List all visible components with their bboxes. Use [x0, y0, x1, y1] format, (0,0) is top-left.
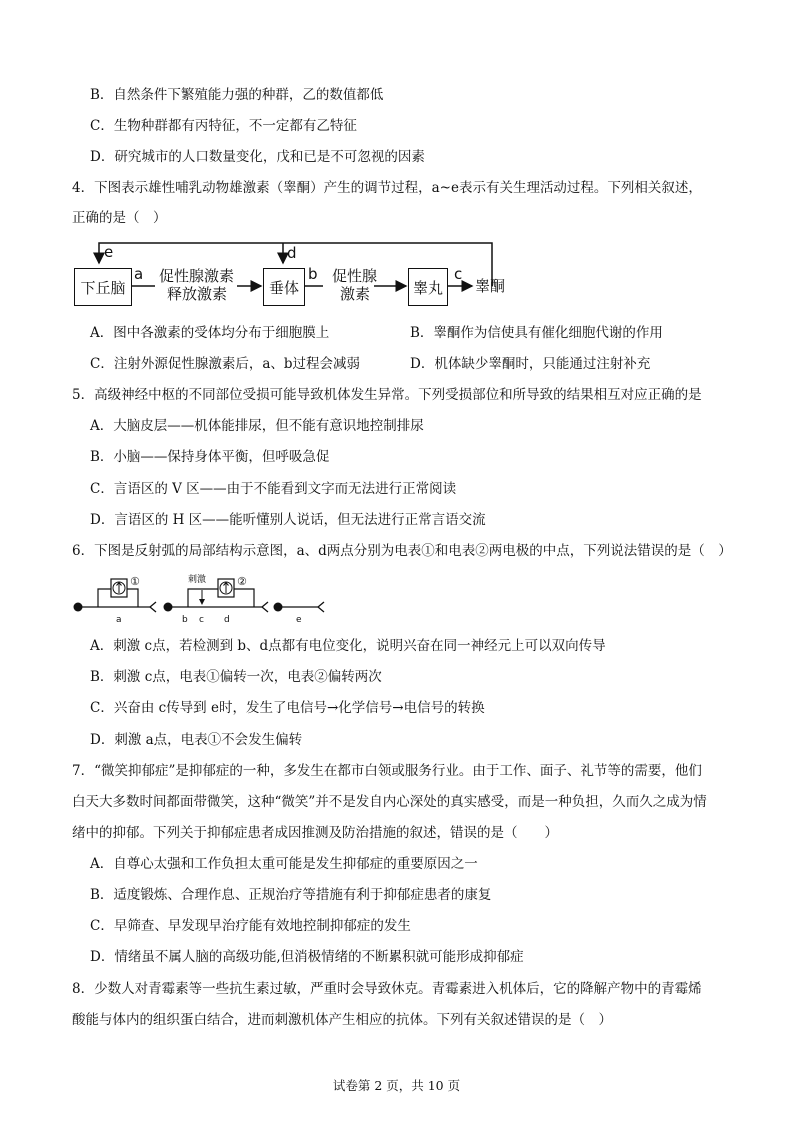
- q4-option-c: C．注射外源促性腺激素后，a、b过程会减弱: [90, 356, 361, 372]
- q7-option-c: C．早筛查、早发现早治疗能有效地控制抑郁症的发生: [90, 918, 411, 934]
- q5-option-b: B．小脑——保持身体平衡，但呼吸急促: [90, 449, 330, 465]
- q3-option-b: B．自然条件下繁殖能力强的种群，乙的数值都低: [90, 87, 384, 103]
- q3-option-c: C．生物种群都有丙特征，不一定都有乙特征: [90, 118, 357, 134]
- grh-label-1: 促性腺激素: [159, 267, 235, 285]
- testosterone-label: 睾酮: [475, 277, 506, 295]
- process-e-label: e: [104, 243, 114, 261]
- process-b-label: b: [308, 265, 318, 283]
- q6-option-c: C．兴奋由 c传导到 e时，发生了电信号→化学信号→电信号的转换: [90, 700, 485, 716]
- hypothalamus-label: 下丘脑: [80, 278, 126, 297]
- q7-option-b: B．适度锻炼、合理作息、正规治疗等措施有利于抑郁症患者的康复: [90, 887, 492, 903]
- q7-stem: 7．“微笑抑郁症”是抑郁症的一种，多发生在都市白领或服务行业。由于工作、面子、礼节等的需要，他们: [72, 763, 702, 779]
- hormone-regulation-diagram: [74, 238, 524, 310]
- gh-label-1: 促性腺: [332, 267, 378, 285]
- grh-label-2: 释放激素: [167, 285, 228, 303]
- q8-stem-cont: 酸能与体内的组织蛋白结合，进而刺激机体产生相应的抗体。下列有关叙述错误的是（ ）: [72, 1012, 612, 1028]
- q6-option-d: D．刺激 a点，电表①不会发生偏转: [90, 732, 303, 748]
- q8-stem: 8．少数人对青霉素等一些抗生素过敏，严重时会导致休克。青霉素进入机体后，它的降解产物中的青霉烯: [72, 981, 702, 997]
- q7-stem-cont-2: 绪中的抑郁。下列关于抑郁症患者成因推测及防治措施的叙述，错误的是（ ）: [72, 825, 558, 841]
- q6-option-b: B．刺激 c点，电表①偏转一次，电表②偏转两次: [90, 669, 382, 685]
- point-e-label: e: [296, 615, 302, 625]
- process-a-label: a: [134, 265, 144, 283]
- meter-1-label: ①: [130, 575, 140, 588]
- pituitary-box: [263, 268, 305, 306]
- point-a-label: a: [116, 615, 122, 625]
- q5-option-d: D．言语区的 H 区——能听懂别人说话，但无法进行正常言语交流: [90, 512, 486, 528]
- process-c-label: c: [454, 265, 463, 283]
- q5-option-c: C．言语区的 V 区——由于不能看到文字而无法进行正常阅读: [90, 481, 457, 497]
- q6-option-a: A．刺激 c点，若检测到 b、d点都有电位变化，说明兴奋在同一神经元上可以双向传导: [90, 638, 606, 654]
- meter-2-label: ②: [237, 575, 247, 588]
- q6-stem: 6．下图是反射弧的局部结构示意图，a、d两点分别为电表①和电表②两电极的中点，下列说法错误的是（ ）: [72, 543, 732, 559]
- reflex-arc-diagram: [72, 568, 332, 626]
- q7-stem-cont-1: 白天大多数时间都面带微笑，这种“微笑”并不是发自内心深处的真实感受，而是一种负担，久而久之成为情: [72, 794, 707, 810]
- testis-box: [408, 268, 448, 306]
- pituitary-label: 垂体: [268, 278, 299, 297]
- q7-option-d: D．情绪虽不属人脑的高级功能,但消极情绪的不断累积就可能形成抑郁症: [90, 949, 524, 965]
- q4-option-a: A．图中各激素的受体均分布于细胞膜上: [90, 325, 330, 341]
- point-b-label: b: [182, 615, 188, 625]
- q4-option-d: D．机体缺少睾酮时，只能通过注射补充: [410, 356, 651, 372]
- q4-stem: 4．下图表示雄性哺乳动物雄激素（睾酮）产生的调节过程，a~e表示有关生理活动过程。下列相关叙述，: [72, 180, 702, 196]
- q5-stem: 5．高级神经中枢的不同部位受损可能导致机体发生异常。下列受损部位和所导致的结果相互对应正确的是: [72, 387, 702, 403]
- q4-option-b: B．睾酮作为信使具有催化细胞代谢的作用: [410, 325, 663, 341]
- stimulus-label: 刺激: [188, 575, 207, 585]
- hypothalamus-box: [74, 268, 132, 306]
- process-d-label: d: [287, 244, 297, 262]
- q4-stem-cont: 正确的是（ ）: [72, 210, 167, 226]
- page-footer: 试卷第 2 页，共 10 页: [332, 1078, 461, 1093]
- q5-option-a: A．大脑皮层——机体能排尿，但不能有意识地控制排尿: [90, 418, 424, 434]
- gh-label-2: 激素: [340, 285, 371, 303]
- point-d-label: d: [224, 615, 230, 625]
- point-c-label: c: [199, 615, 204, 625]
- q7-option-a: A．自尊心太强和工作负担太重可能是发生抑郁症的重要原因之一: [90, 856, 478, 872]
- q3-option-d: D．研究城市的人口数量变化，戊和已是不可忽视的因素: [90, 149, 425, 165]
- testis-label: 睾丸: [412, 278, 443, 297]
